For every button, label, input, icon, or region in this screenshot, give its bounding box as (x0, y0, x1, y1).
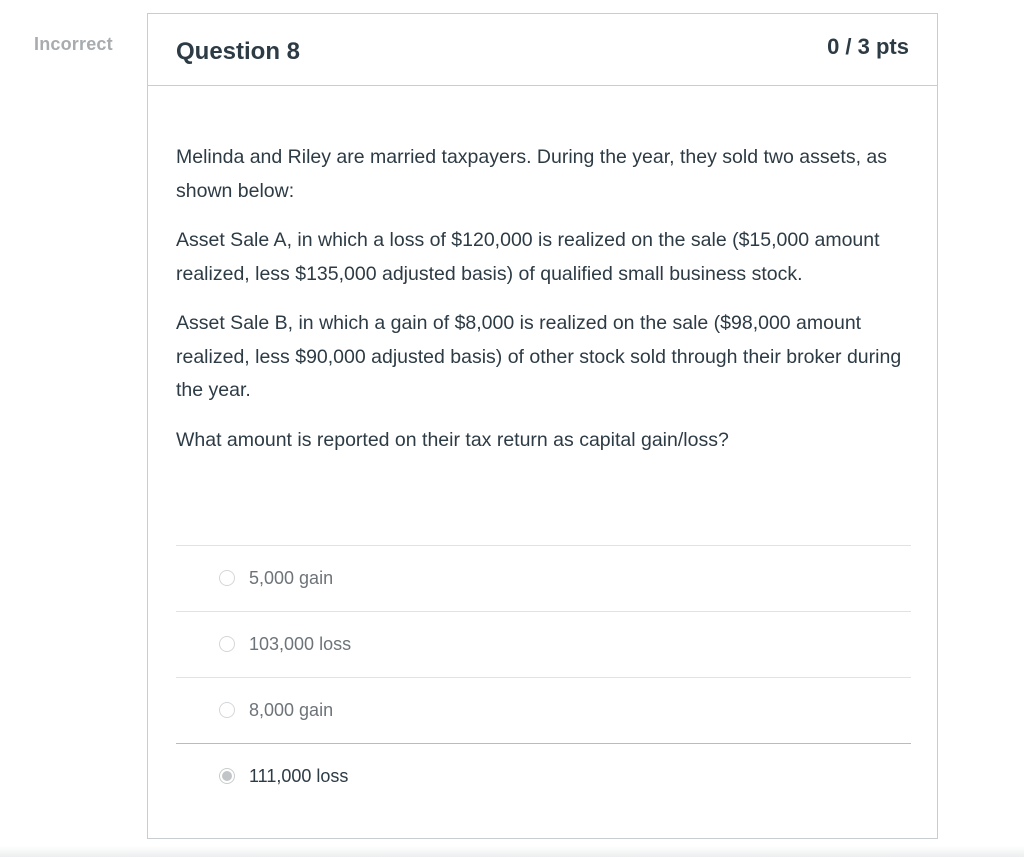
question-title: Question 8 (176, 38, 301, 65)
answer-option[interactable] (176, 545, 911, 611)
result-status-label: Incorrect (34, 34, 113, 54)
question-paragraph: Melinda and Riley are married taxpayers. During the year, they sold two assets, as shown below: (176, 146, 888, 202)
page-bottom-shadow (0, 846, 1024, 857)
question-card (147, 13, 938, 839)
radio-button[interactable] (219, 702, 235, 718)
answer-option-selected[interactable] (176, 743, 911, 809)
radio-button-selected[interactable] (219, 768, 235, 784)
question-text (176, 141, 913, 473)
question-points: 0 / 3 pts (827, 34, 909, 59)
radio-button[interactable] (219, 570, 235, 586)
answer-option[interactable] (176, 677, 911, 743)
answer-label: 103,000 loss (249, 634, 352, 654)
question-paragraph: Asset Sale A, in which a loss of $120,000 is realized on the sale ($15,000 amount realized, less $135,000 adjusted basis) of qualified small business stock. (176, 229, 880, 285)
answer-list (176, 545, 911, 809)
answer-label: 111,000 loss (249, 766, 349, 786)
question-paragraph: Asset Sale B, in which a gain of $8,000 is realized on the sale ($98,000 amount realized, less $90,000 adjusted basis) of other stock sold through their broker during the year. (176, 312, 902, 401)
answer-option[interactable] (176, 611, 911, 677)
question-prompt: What amount is reported on their tax return as capital gain/loss? (176, 428, 729, 451)
answer-label: 5,000 gain (249, 568, 334, 588)
question-header (148, 14, 937, 86)
radio-button[interactable] (219, 636, 235, 652)
answer-label: 8,000 gain (249, 700, 334, 720)
